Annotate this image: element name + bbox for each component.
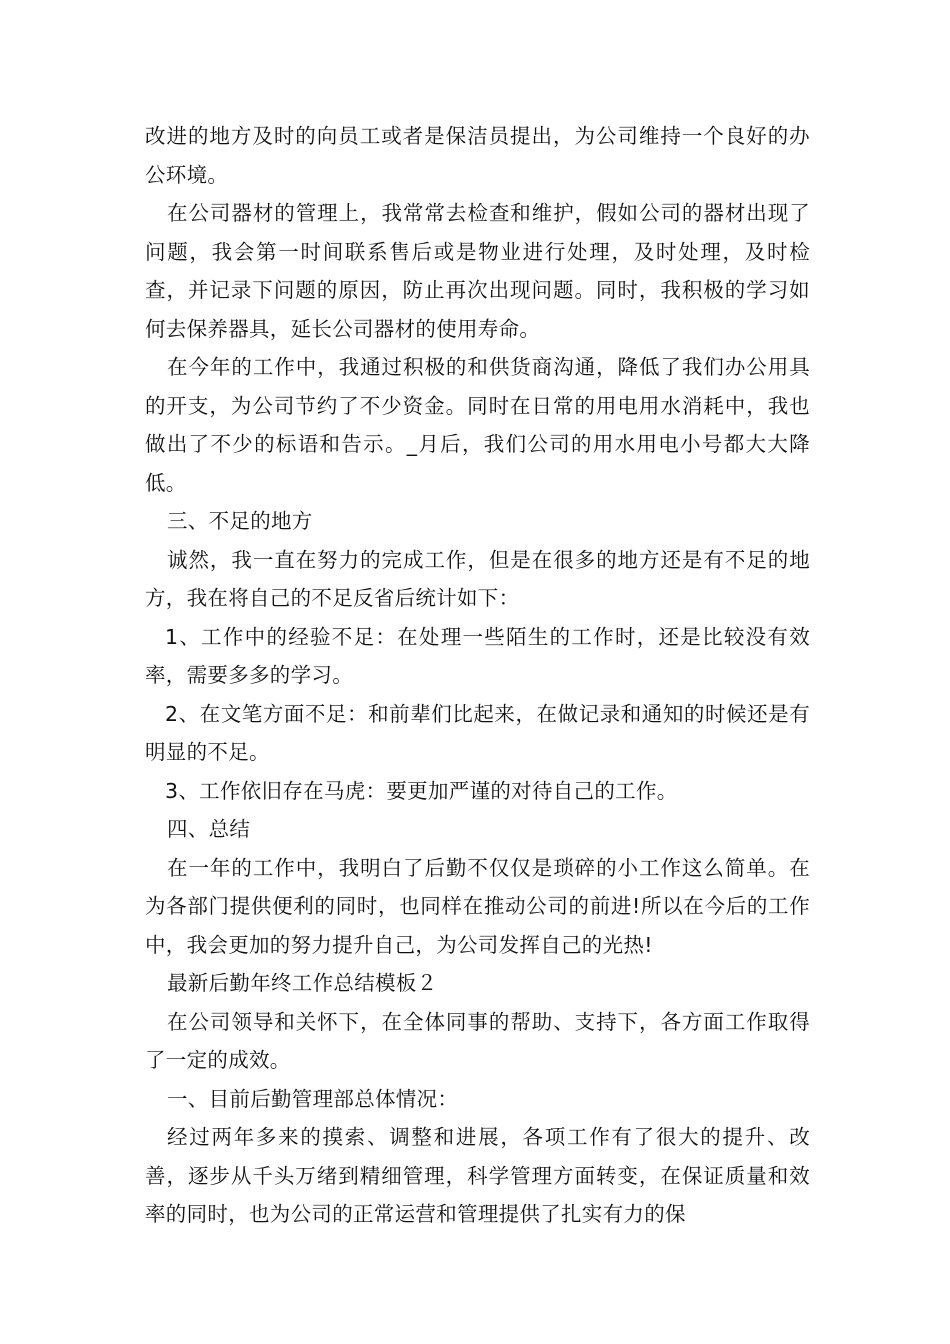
paragraph-supplier-savings: 在今年的工作中，我通过积极的和供货商沟通，降低了我们办公用具的开支，为公司节约了不少资金。同时在日常的用电用水消耗中，我也做出了不少的标语和告示。_月后，我们公司的用水用电小号都大大降低。	[145, 355, 810, 495]
section-heading-overview: 一、目前后勤管理部总体情况：	[167, 1086, 459, 1111]
section-heading-shortcomings: 三、不足的地方	[167, 509, 313, 533]
paragraph-summary: 在一年的工作中，我明白了后勤不仅仅是琐碎的小工作这么简单。在为各部门提供便利的同时，也同样在推动公司的前进!所以在今后的工作中，我会更加的努力提升自己，为公司发挥自己的光热!	[145, 855, 810, 957]
section-heading-summary: 四、总结	[167, 817, 251, 841]
paragraph-shortcomings-intro: 诚然，我一直在努力的完成工作，但是在很多的地方还是有不足的地方，我在将自己的不足反省后统计如下：	[145, 547, 810, 610]
list-item-shortcoming-3: 3、工作依旧存在马虎：要更加严谨的对待自己的工作。	[165, 778, 678, 803]
list-item-shortcoming-1: 1、工作中的经验不足：在处理一些陌生的工作时，还是比较没有效率，需要多多的学习。	[145, 624, 810, 687]
paragraph-intro-2: 在公司领导和关怀下，在全体同事的帮助、支持下，各方面工作取得了一定的成效。	[145, 1009, 810, 1072]
list-item-shortcoming-2: 2、在文笔方面不足：和前辈们比起来，在做记录和通知的时候还是有明显的不足。	[145, 701, 810, 764]
document-body	[145, 117, 810, 1234]
paragraph-equipment-management: 在公司器材的管理上，我常常去检查和维护，假如公司的器材出现了问题，我会第一时间联系售后或是物业进行处理，及时处理，及时检查，并记录下问题的原因，防止再次出现问题。同时，我积极的学习如何去保养器具，延长公司器材的使用寿命。	[145, 201, 810, 341]
paragraph-overview: 经过两年多来的摸索、调整和进展，各项工作有了很大的提升、改善，逐步从千头万绪到精细管理，科学管理方面转变，在保证质量和效率的同时，也为公司的正常运营和管理提供了扎实有力的保	[145, 1125, 810, 1226]
paragraph-continuation: 改进的地方及时的向员工或者是保洁员提出，为公司维持一个良好的办公环境。	[145, 124, 810, 187]
template-title-2: 最新后勤年终工作总结模板２	[167, 971, 438, 995]
